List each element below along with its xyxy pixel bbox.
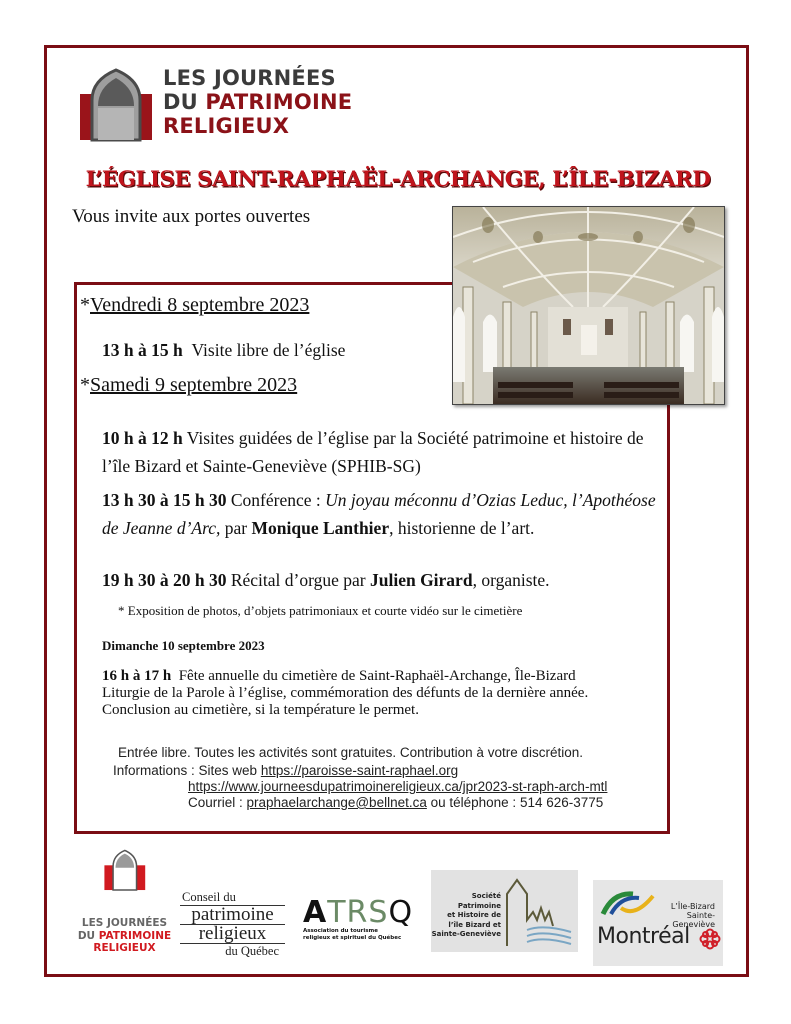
- jpr-church-door-logo-icon: [76, 66, 156, 144]
- atrsq-q: Q: [388, 895, 414, 930]
- event-time: 19 h 30 à 20 h 30: [102, 570, 227, 590]
- borough-line-2: Sainte-Geneviève: [672, 911, 715, 929]
- speaker-name: Monique Lanthier: [251, 518, 390, 538]
- montreal-borough-logo: [593, 880, 723, 966]
- montreal-rosette-icon: [699, 928, 721, 950]
- atrsq-mid: TRS: [327, 895, 389, 930]
- event-time: 10 h à 12 h: [102, 428, 183, 448]
- cpr-line-4: du Québec: [225, 944, 279, 958]
- event-time: 13 h à 15 h: [102, 340, 183, 360]
- friday-event: [102, 336, 345, 364]
- borough-line-1: L’Île-Bizard: [670, 902, 715, 911]
- event-mid: par: [220, 518, 252, 538]
- saturday-event-1: [102, 424, 662, 480]
- sunday-line-1: Fête annuelle du cimetière de Saint-Raphaël-Archange, Île-Bizard: [178, 668, 576, 684]
- sunday-event: [102, 668, 662, 719]
- sphib-line-4: l’île Bizard et: [448, 920, 501, 929]
- organist-name: Julien Girard: [369, 570, 473, 590]
- logo-line-2b: PATRIMOINE: [205, 90, 353, 114]
- sponsor-line-2a: DU: [77, 929, 99, 942]
- event-text: Visite libre de l’église: [191, 340, 346, 360]
- sphib-line-3: et Histoire de: [447, 911, 501, 919]
- email-link[interactable]: praphaelarchange@bellnet.ca: [246, 795, 427, 810]
- event-post: , historienne de l’art.: [389, 518, 535, 538]
- event-post: , organiste.: [472, 570, 550, 590]
- cpr-line-3: religieux: [180, 925, 285, 944]
- phone-label: ou téléphone :: [426, 795, 520, 810]
- event-text: Visites guidées de l’église par la Société patrimoine et histoire de l’île Bizard et Sainte-Geneviève (SPHIB-SG): [102, 428, 644, 476]
- montreal-wordmark: Montréal: [597, 924, 690, 949]
- atrsq-logo: [303, 895, 414, 942]
- cpr-line-1: Conseil du: [180, 890, 285, 906]
- exhibition-note: * Exposition de photos, d’objets patrimoniaux et courte vidéo sur le cimetière: [118, 603, 523, 618]
- jpr-logo-text: [163, 66, 352, 138]
- sponsor-line-3: RELIGIEUX: [93, 942, 156, 954]
- sponsor-line-2b: PATRIMOINE: [98, 929, 172, 942]
- entry-note: Entrée libre. Toutes les activités sont gratuites. Contribution à votre discrétion.: [118, 745, 583, 760]
- event-pre: Conférence :: [230, 490, 326, 510]
- phone-number: 514 626-3775: [519, 795, 604, 810]
- swoosh-icon: [599, 888, 659, 918]
- friday-heading: [80, 294, 309, 317]
- sphib-text: [431, 892, 501, 940]
- logo-line-2a: DU: [163, 90, 206, 114]
- church-silhouette-icon: [503, 876, 575, 948]
- cpr-line-2: patrimoine: [180, 906, 285, 925]
- email-label: Courriel :: [188, 795, 247, 810]
- atrsq-sub-1: Association du tourisme: [303, 928, 378, 934]
- page-title: L’ÉGLISE SAINT-RAPHAËL-ARCHANGE, L’ÎLE-BIZARD: [85, 167, 711, 192]
- saturday-event-3: [102, 566, 662, 594]
- invite-text: Vous invite aux portes ouvertes: [72, 206, 311, 227]
- info-label: Informations : Sites web: [113, 763, 261, 778]
- sunday-line-3: Conclusion au cimetière, si la température le permet.: [102, 702, 419, 718]
- cpr-logo: [180, 890, 285, 959]
- jpr-sponsor-logo-icon: [72, 848, 177, 916]
- logo-line-1: LES JOURNÉES: [163, 66, 336, 90]
- saturday-asterisk: *: [80, 374, 90, 396]
- sphib-line-5: Sainte-Geneviève: [431, 930, 501, 938]
- friday-date: Vendredi 8 septembre 2023: [90, 294, 310, 316]
- atrsq-a: A: [303, 895, 328, 930]
- sunday-heading: Dimanche 10 septembre 2023: [102, 638, 265, 653]
- jpr-sponsor-text: [62, 917, 187, 955]
- saturday-event-2: [102, 486, 662, 542]
- sphib-line-2: Patrimoine: [457, 901, 501, 910]
- sphib-logo: [431, 870, 578, 952]
- saturday-heading: [80, 374, 297, 397]
- sponsor-line-1: LES JOURNÉES: [81, 917, 168, 929]
- atrsq-sub-2: religieux et spirituel du Québec: [303, 935, 402, 941]
- conference-title: Un joyau méconnu d’Ozias Leduc, l’Apothéose de Jeanne d’Arc,: [102, 490, 656, 538]
- saturday-date: Samedi 9 septembre 2023: [90, 374, 298, 396]
- logo-line-3: RELIGIEUX: [163, 114, 290, 138]
- event-pre: Récital d’orgue par: [230, 570, 370, 590]
- friday-asterisk: *: [80, 294, 90, 316]
- sphib-line-1: Société: [471, 892, 501, 900]
- church-interior-photo: [452, 206, 725, 405]
- contact-line: [188, 795, 603, 811]
- info-line: [113, 763, 458, 779]
- sunday-line-2: Liturgie de la Parole à l’église, commémoration des défunts de la dernière année.: [102, 685, 589, 701]
- parish-site-link[interactable]: https://paroisse-saint-raphael.org: [260, 763, 459, 778]
- jpr-site-line: [188, 779, 607, 795]
- jpr-site-link[interactable]: https://www.journeesdupatrimoinereligieux.ca/jpr2023-st-raph-arch-mtl: [188, 779, 608, 794]
- event-time: 16 h à 17 h: [102, 668, 172, 684]
- event-time: 13 h 30 à 15 h 30: [102, 490, 227, 510]
